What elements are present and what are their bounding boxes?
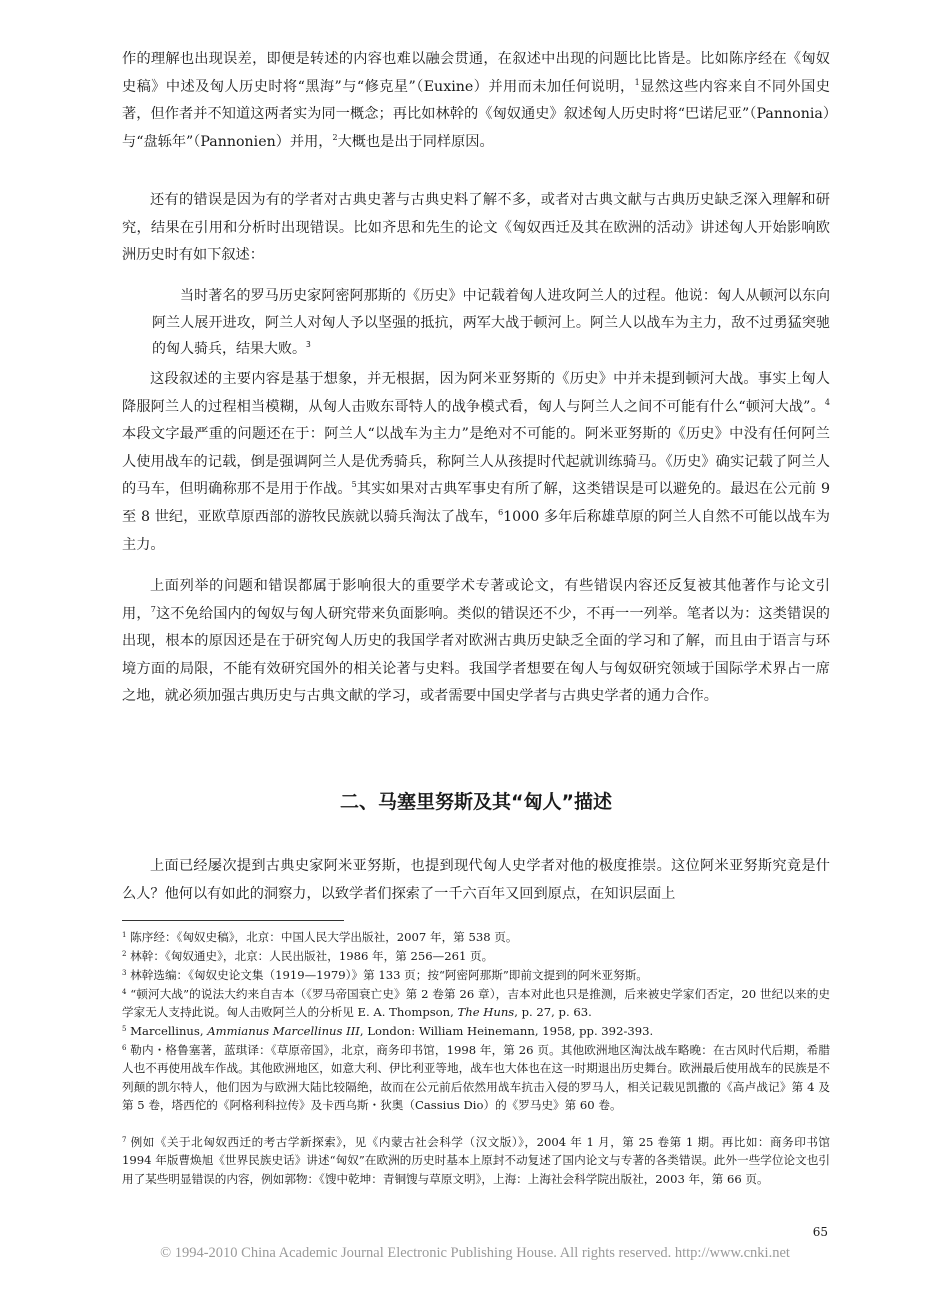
body-paragraph-5: 上面已经屡次提到古典史家阿米亚努斯，也提到现代匈人史学者对他的极度推崇。这位阿米亚努斯究竟是什么人？他何以有如此的洞察力，以致学者们探索了一千六百年又回到原点，在知识层面上 (122, 858, 830, 902)
section-heading: 二、马塞里努斯及其“匈人”描述 (340, 791, 612, 813)
footnote-ref-5[interactable]: 5 (351, 480, 357, 490)
body-paragraph-1: 作的理解也出现误差，即便是转述的内容也难以融会贯通，在叙述中出现的问题比比皆是。比如陈序经在《匈奴史稿》中述及匈人历史时将“黑海”与“修克星”（Euxine）并用而未加任何说明，$^1$显然这些内容来自不同外国史著，但作者并不知道这两者实为同一概念；再比如林幹的《匈奴通史》叙述匈人历史时将“巴诺尼亚”（Pannonia）与“盘轹年”（Pannonien）并用，$^2$大概也是出于同样原因。 (122, 51, 830, 150)
footnote-ref-1[interactable]: 1 (634, 77, 640, 87)
footnote-3: $^3$ 林幹选编：《匈奴史论文集（1919—1979）》第 133 页；按“阿密阿那斯”即前文提到的阿米亚努斯。 (122, 968, 648, 982)
footnote-2: $^2$ 林幹：《匈奴通史》，北京：人民出版社，1986 年，第 256—261 页。 (122, 949, 494, 963)
footnote-1: $^1$ 陈序经：《匈奴史稿》，北京：中国人民大学出版社，2007 年，第 538 页。 (122, 930, 518, 944)
footnote-ref-7[interactable]: 7 (150, 604, 156, 614)
footnote-divider (122, 920, 344, 921)
footnote-7: $^7$ 例如《关于北匈奴西迁的考古学新探索》，见《内蒙古社会科学（汉文版）》，2004 年 1 月，第 25 卷第 1 期。再比如：商务印书馆 1994 年版曹焕旭《世界民族史话》讲述“匈奴”在欧洲的历史时基本上原封不动复述了国内论文与专著的各类错误。此外一些学位论文也引用了某些明显错误的内容，例如郭物：《馊中乾坤：青铜馊与草原文明》，上海：上海社会科学院出版社，2003 年，第 66 页。 (122, 1135, 830, 1186)
footnote-4: $^4$ “顿河大战”的说法大约来自吉本（《罗马帝国衰亡史》第 2 卷第 26 章），吉本对此也只是推测，后来被史学家们否定，20 世纪以来的史学家无人支持此说。匈人击败阿兰人的分析见 E. A. Thompson, The Huns, p. 27, p. 63. (122, 987, 830, 1020)
footnote-5: $^5$ Marcellinus, Ammianus Marcellinus III, London: William Heinemann, 1958, pp. 392-393. (122, 1024, 654, 1038)
body-paragraph-3: 这段叙述的主要内容是基于想象，并无根据，因为阿米亚努斯的《历史》中并未提到顿河大战。事实上匈人降服阿兰人的过程相当模糊，从匈人击败东哥特人的战争模式看，匈人与阿兰人之间不可能有什么“顿河大战”。$^4$本段文字最严重的问题还在于：阿兰人“以战车为主力”是绝对不可能的。阿米亚努斯的《历史》中没有任何阿兰人使用战车的记载，倒是强调阿兰人是优秀骑兵，称阿兰人从孩提时代起就训练骑马。《历史》确实记载了阿兰人的马车，但明确称那不是用于作战。$^5$其实如果对古典军事史有所了解，这类错误是可以避免的。最迟在公元前 9 至 8 世纪，亚欧草原西部的游牧民族就以骑兵淘汰了战车，$^6$1000 多年后称雄草原的阿兰人自然不可能以战车为主力。 (122, 371, 830, 553)
footnote-6: $^6$ 勒内・格鲁塞著，蓝琪译：《草原帝国》，北京，商务印书馆，1998 年，第 26 页。其他欧洲地区淘汰战车略晚：在古风时代后期，希腊人也不再使用战车作战。其他欧洲地区，如意大利、伊比利亚等地，战车也大体也在这一时期退出历史舞台。欧洲最后使用战车的民族是不列颠的凯尔特人，他们因为与欧洲大陆比较隔绝，故而在公元前后依然用战车抗击入侵的罗马人，相关记载见凯撒的《高卢战记》第 4 及第 5 卷，塔西佗的《阿格利科拉传》及卡西乌斯・狄奥（Cassius Dio）的《罗马史》第 60 卷。 (122, 1043, 831, 1113)
footnote-ref-4[interactable]: 4 (824, 397, 830, 407)
footnote-ref-3[interactable]: 3 (306, 340, 311, 349)
footnote-ref-6[interactable]: 6 (498, 507, 504, 517)
footnote-ref-2[interactable]: 2 (332, 132, 338, 142)
body-paragraph-2: 还有的错误是因为有的学者对古典史著与古典史料了解不多，或者对古典文献与古典历史缺乏深入理解和研究，结果在引用和分析时出现错误。比如齐思和先生的论文《匈奴西迁及其在欧洲的活动》讲述匈人开始影响欧洲历史时有如下叙述： (122, 192, 830, 264)
body-paragraph-4: 上面列举的问题和错误都属于影响很大的重要学术专著或论文，有些错误内容还反复被其他著作与论文引用，$^7$这不免给国内的匈奴与匈人研究带来负面影响。类似的错误还不少，不再一一列举。笔者以为：这类错误的出现，根本的原因还是在于研究匈人历史的我国学者对欧洲古典历史缺乏全面的学习和了解，而且由于语言与环境方面的局限，不能有效研究国外的相关论著与史料。我国学者想要在匈人与匈奴研究领域于国际学术界占一席之地，就必须加强古典历史与古典文献的学习，或者需要中国史学者与古典史学者的通力合作。 (122, 578, 830, 705)
block-quote: 当时著名的罗马历史家阿密阿那斯的《历史》中记载着匈人进攻阿兰人的过程。他说：匈人从顿河以东向阿兰人展开进攻，阿兰人对匈人予以坚强的抵抗，两军大战于顿河上。阿兰人以战车为主力，敌不过勇猛突驰的匈人骑兵，结果大败。$^3$ (152, 288, 830, 357)
copyright-watermark: © 1994-2010 China Academic Journal Electronic Publishing House. All rights reserved. http://www.cnki.net (160, 1245, 790, 1261)
page-number: 65 (812, 1225, 828, 1239)
